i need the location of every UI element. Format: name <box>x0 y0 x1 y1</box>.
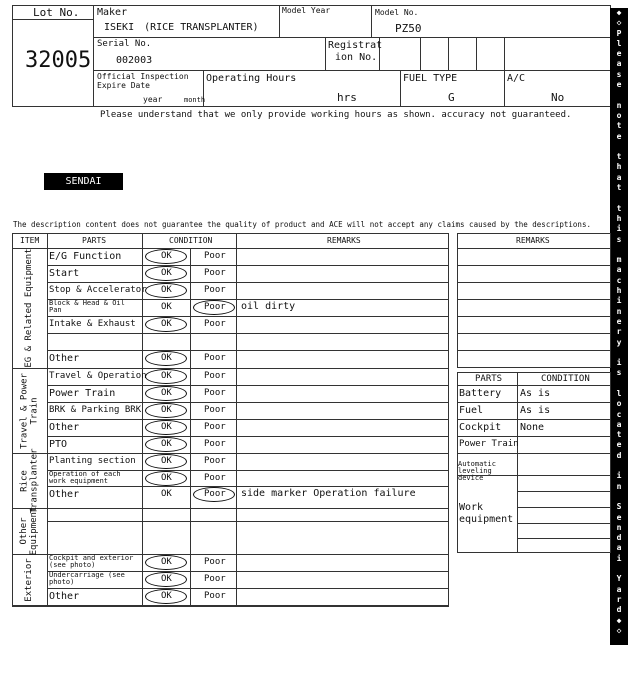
maker-value: ISEKI (RICE TRANSPLANTER) <box>104 22 259 33</box>
row-divider <box>47 350 449 351</box>
group-label: Rice Transplanter <box>19 447 39 514</box>
right-part-label: Cockpit <box>459 422 502 433</box>
side-banner-char: Y <box>616 574 622 584</box>
row-part-label: Other <box>49 591 80 602</box>
row-part-label: Operation of each work equipment <box>49 470 121 485</box>
condition-poor: Poor <box>204 251 226 261</box>
group-label: Travel & Power Train <box>19 372 39 449</box>
row-part-label: Other <box>49 353 80 364</box>
condition-ok: OK <box>161 251 172 261</box>
condition-ok: OK <box>161 302 172 312</box>
condition-poor: Poor <box>204 473 226 483</box>
row-part-label: BRK & Parking BRK <box>49 405 142 415</box>
side-banner-char: e <box>616 80 622 90</box>
right-part-condition: As is <box>520 388 551 399</box>
condition-ok: OK <box>161 319 172 329</box>
side-banner-char: t <box>616 203 622 213</box>
side-banner-char: c <box>616 275 622 285</box>
ok-circle-mark <box>145 369 187 384</box>
side-banner-char: l <box>616 38 622 48</box>
group-divider <box>12 453 449 454</box>
row-divider <box>47 385 449 386</box>
condition-ok: OK <box>161 557 172 567</box>
side-banner-char: i <box>616 358 622 368</box>
year-label: year <box>143 95 163 104</box>
condition-ok: OK <box>161 489 172 499</box>
condition-ok: OK <box>161 422 172 432</box>
condition-poor: Poor <box>204 302 226 312</box>
ok-circle-mark <box>145 386 187 401</box>
side-banner-char: a <box>616 543 622 553</box>
side-banner-char: n <box>616 306 622 316</box>
side-banner-char: i <box>616 471 622 481</box>
ac-label: A/C <box>507 73 526 84</box>
model-year-label: Model Year <box>282 6 331 15</box>
row-part-label: Start <box>49 268 80 279</box>
condition-ok: OK <box>161 268 172 278</box>
side-banner-char <box>610 492 628 502</box>
condition-poor: Poor <box>204 268 226 278</box>
condition-poor: Poor <box>204 574 226 584</box>
side-banner-char: t <box>616 430 622 440</box>
condition-ok: OK <box>161 591 172 601</box>
disclaimer: The description content does not guarantee the quality of product and ACE will not accept any claims caused by the descriptions. <box>13 220 591 229</box>
side-banner-char: r <box>616 327 622 337</box>
side-banner-char: o <box>616 110 622 120</box>
row-part-label: Undercarriage (see photo) <box>49 571 125 586</box>
work-equipment-label: Work equipment <box>459 502 514 525</box>
condition-ok: OK <box>161 405 172 415</box>
right-part-label: Power Train <box>459 439 519 449</box>
right-remarks-header: REMARKS <box>516 236 550 245</box>
side-banner-char: d <box>616 533 622 543</box>
row-part-label: Other <box>49 489 80 500</box>
side-banner-char: n <box>616 481 622 491</box>
side-banner-char: i <box>616 553 622 563</box>
condition-ok: OK <box>161 574 172 584</box>
right-part-label: Fuel <box>459 405 484 416</box>
condition-poor: Poor <box>204 456 226 466</box>
hours-notice: Please understand that we only provide working hours as shown. accuracy not guaranteed. <box>100 110 572 120</box>
side-banner-char <box>610 461 628 471</box>
condition-poor: Poor <box>204 591 226 601</box>
row-divider <box>47 521 449 522</box>
condition-poor: Poor <box>204 557 226 567</box>
row-part-label: E/G Function <box>49 251 122 262</box>
side-banner-char: P <box>616 28 622 38</box>
group-divider <box>12 606 449 607</box>
row-divider <box>47 486 449 487</box>
side-banner-char <box>610 193 628 203</box>
lot-label: Lot No. <box>33 6 80 19</box>
col-parts-header: PARTS <box>82 236 107 245</box>
ok-circle-mark <box>145 351 187 366</box>
col-remarks-header: REMARKS <box>327 236 361 245</box>
condition-poor: Poor <box>204 285 226 295</box>
side-banner-char: h <box>616 162 622 172</box>
row-divider <box>47 436 449 437</box>
poor-circle-mark <box>193 300 235 315</box>
location-badge: SENDAI <box>44 173 123 190</box>
serial-label: Serial No. <box>97 39 152 49</box>
right-condition-header: CONDITION <box>541 374 590 384</box>
side-banner-char: d <box>616 605 622 615</box>
condition-poor: Poor <box>204 388 226 398</box>
side-banner-char: l <box>616 388 622 398</box>
ok-circle-mark <box>145 471 187 486</box>
ok-circle-mark <box>145 266 187 281</box>
poor-circle-mark <box>193 487 235 502</box>
fuel-type-label: FUEL TYPE <box>403 73 458 84</box>
ac-value: No <box>551 91 565 104</box>
side-banner-char <box>610 379 628 389</box>
ok-circle-mark <box>145 454 187 469</box>
model-no-value: PZ50 <box>395 22 422 35</box>
side-banner-char <box>610 142 628 152</box>
ok-circle-mark <box>145 283 187 298</box>
row-part-label: Other <box>49 422 80 433</box>
row-part-label: Block & Head & Oil Pan <box>49 299 125 314</box>
side-banner-char: t <box>616 121 622 131</box>
side-banner-char: t <box>616 183 622 193</box>
side-banner-char: n <box>616 522 622 532</box>
side-banner-char: a <box>616 172 622 182</box>
group-label: Exterior <box>24 558 34 602</box>
group-divider <box>12 368 449 369</box>
row-divider <box>47 419 449 420</box>
side-banner-char <box>610 245 628 255</box>
condition-ok: OK <box>161 388 172 398</box>
side-banner-char: y <box>616 337 622 347</box>
row-part-label: Travel & Operation <box>49 371 147 381</box>
condition-ok: OK <box>161 473 172 483</box>
side-banner-char <box>610 348 628 358</box>
side-banner-char: m <box>616 255 622 265</box>
side-banner-char: e <box>616 316 622 326</box>
model-no-label: Model No. <box>375 8 419 17</box>
condition-poor: Poor <box>204 319 226 329</box>
side-banner-char: s <box>616 69 622 79</box>
row-divider <box>47 265 449 266</box>
registration-label: Registrat <box>328 40 383 51</box>
row-part-label: Intake & Exhaust <box>49 319 136 329</box>
side-banner-char: h <box>616 213 622 223</box>
condition-poor: Poor <box>204 371 226 381</box>
side-banner-char: e <box>616 512 622 522</box>
side-banner-char: ◇ <box>616 625 622 635</box>
row-remark: oil dirty <box>241 301 296 312</box>
side-banner-char: h <box>616 286 622 296</box>
col-condition-header: CONDITION <box>169 236 213 245</box>
auto-leveling-label: Automatic leveling device <box>458 460 496 482</box>
condition-poor: Poor <box>204 405 226 415</box>
inspection-label: Official Inspection <box>97 72 189 81</box>
ok-circle-mark <box>145 437 187 452</box>
condition-poor: Poor <box>204 422 226 432</box>
row-part-label: PTO <box>49 439 68 450</box>
side-banner-char: ◇ <box>616 18 622 28</box>
right-parts-header: PARTS <box>475 374 503 384</box>
side-banner-char: o <box>616 399 622 409</box>
right-part-label: Battery <box>459 388 502 399</box>
side-banner-char: a <box>616 584 622 594</box>
lot-number: 32005 <box>25 48 92 73</box>
ok-circle-mark <box>145 572 187 587</box>
row-part-label: Stop & Accelerator <box>49 285 147 295</box>
condition-poor: Poor <box>204 489 226 499</box>
side-banner-char: a <box>616 59 622 69</box>
side-banner-char: ◆ <box>616 8 622 17</box>
col-item-header: ITEM <box>20 236 40 245</box>
row-divider <box>47 282 449 283</box>
row-part-label: Cockpit and exterior (see photo) <box>49 554 134 569</box>
side-banner-char: i <box>616 224 622 234</box>
side-banner-char: ◆ <box>616 615 622 625</box>
condition-poor: Poor <box>204 353 226 363</box>
maker-label: Maker <box>97 7 128 18</box>
row-divider <box>47 402 449 403</box>
condition-ok: OK <box>161 353 172 363</box>
side-banner-char: i <box>616 296 622 306</box>
condition-poor: Poor <box>204 439 226 449</box>
side-banner-char: t <box>616 152 622 162</box>
side-banner-char: s <box>616 234 622 244</box>
row-divider <box>47 316 449 317</box>
group-label: EG & Related Equipment <box>24 248 34 368</box>
side-banner-char: e <box>616 49 622 59</box>
condition-ok: OK <box>161 456 172 466</box>
side-banner-char: s <box>616 368 622 378</box>
side-banner-char: S <box>616 502 622 512</box>
side-banner-char: d <box>616 450 622 460</box>
ok-circle-mark <box>145 403 187 418</box>
group-label: Other Equipment <box>19 506 39 556</box>
side-banner-char: n <box>616 100 622 110</box>
ok-circle-mark <box>145 249 187 264</box>
row-divider <box>47 333 449 334</box>
side-banner-char <box>610 564 628 574</box>
serial-value: 002003 <box>116 55 153 66</box>
side-banner-char <box>610 90 628 100</box>
side-banner-char: e <box>616 131 622 141</box>
side-banner-char: a <box>616 265 622 275</box>
condition-ok: OK <box>161 285 172 295</box>
row-part-label: Power Train <box>49 388 116 399</box>
condition-ok: OK <box>161 439 172 449</box>
side-banner <box>610 8 628 645</box>
side-banner-char: c <box>616 409 622 419</box>
side-banner-char: e <box>616 440 622 450</box>
registration-label-2: ion No. <box>335 52 378 63</box>
row-divider <box>47 588 449 589</box>
row-part-label: Planting section <box>49 456 136 466</box>
condition-ok: OK <box>161 371 172 381</box>
ok-circle-mark <box>145 420 187 435</box>
group-divider <box>12 508 449 509</box>
right-part-condition: None <box>520 422 545 433</box>
ok-circle-mark <box>145 589 187 604</box>
ok-circle-mark <box>145 555 187 570</box>
side-banner-char: r <box>616 594 622 604</box>
inspection-label-2: Expire Date <box>97 81 150 90</box>
ok-circle-mark <box>145 317 187 332</box>
row-remark: side marker Operation failure <box>241 488 416 499</box>
hours-unit: hrs <box>337 91 357 104</box>
side-banner-char: a <box>616 419 622 429</box>
month-label: month <box>184 96 206 104</box>
fuel-type-value: G <box>448 91 455 104</box>
operating-hours-label: Operating Hours <box>206 73 297 84</box>
right-part-condition: As is <box>520 405 551 416</box>
